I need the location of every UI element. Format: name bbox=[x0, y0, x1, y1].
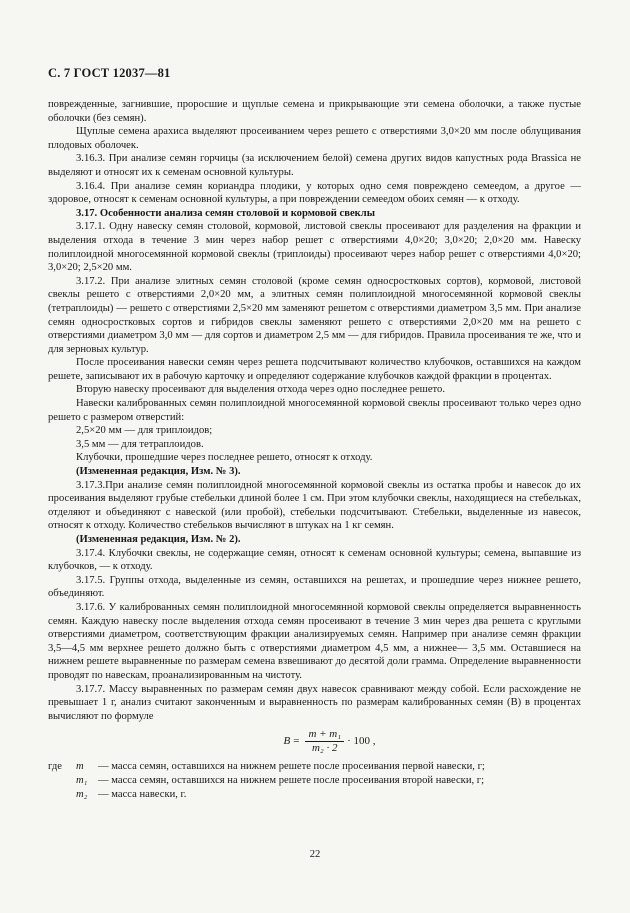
legend-symbol: m₁ bbox=[76, 774, 88, 786]
paragraph: 3,5 мм — для тетраплоидов. bbox=[76, 438, 204, 450]
paragraph: Вторую навеску просеивают для выделения отхода через одно последнее решето. bbox=[76, 384, 445, 396]
formula-numerator: m + m₁ bbox=[305, 728, 344, 742]
paragraph: 3.17. Особенности анализа семян столовой и кормовой свеклы bbox=[76, 207, 375, 219]
paragraph: Клубочки, прошедшие через последнее решето, относят к отходу. bbox=[76, 452, 373, 464]
paragraph: 3.17.4. Клубочки свеклы, не содержащие семян, относят к семенам основной культуры; семена, выпавшие из клубочков, — к отходу. bbox=[48, 547, 581, 573]
paragraph: поврежденные, загнившие, проросшие и щуплые семена и прикрывающие эти семена оболочки, а также пустые оболочки (без семян). bbox=[48, 99, 581, 124]
paragraph: 3.16.4. При анализе семян кориандра плодики, у которых одно семя повреждено семеедом, а другое — здоровое, относят к семенам основной культуры, а при повреждении семеедом обоих семян — к отходу. bbox=[48, 180, 581, 206]
formula-denominator: m₂ · 2 bbox=[311, 741, 338, 754]
paragraph: После просеивания навески семян через решета подсчитывают количество клубочков, оставшихся на каждом решете, записывают их в рабочую карточку и определяют содержание клубочков каждой фракции в процентах. bbox=[48, 357, 581, 382]
legend-symbol: m bbox=[76, 761, 84, 773]
paragraph: 3.16.3. При анализе семян горчицы (за исключением белой) семена других видов капустных рода Brassica не выделяют и относят их к семенам основной культуры. bbox=[48, 153, 581, 178]
legend-symbol: m₂ bbox=[76, 788, 88, 800]
formula-fraction bbox=[305, 728, 344, 755]
formula-factor: · 100 , bbox=[347, 734, 376, 747]
legend-row bbox=[48, 774, 581, 788]
legend-text: — масса семян, оставшихся на нижнем решете после просеивания второй навески, г; bbox=[98, 774, 485, 786]
legend-prefix bbox=[48, 774, 76, 788]
paragraph-list bbox=[48, 98, 581, 723]
formula-lhs: B bbox=[283, 734, 291, 747]
paragraph: (Измененная редакция, Изм. № 2). bbox=[76, 534, 241, 545]
legend-text: — масса навески, г. bbox=[98, 788, 187, 800]
legend-prefix: где bbox=[48, 761, 62, 773]
paragraph: 3.17.2. При анализе элитных семян столовой (кроме семян односростковых сортов), кормовой, листовой свеклы решето с отверстиями 2,0×20 мм, а элитных семян полиплоидной многосемянной кормовой свеклы (тетраплоиды) — решето с отверстиями 2,5×20 мм заменяют решетом с отверстиями диаметром 3,5 мм. При анализе семян односростковых сортов и гибридов свеклы заменяют решето с отверстиями 2,0×20 мм на решето с отверстиями диаметром 3,0 мм — для сортов и диаметром 2,5 мм — для гибридов. Правила просеивания те же, что и для зерновых культур. bbox=[48, 275, 581, 355]
paragraph: (Измененная редакция, Изм. № 3). bbox=[76, 466, 241, 478]
paragraph: 3.17.7. Массу выравненных по размерам семян двух навесок сравнивают между собой. Если расхождение не превышает 1 г, анализ считают законченным и выравненность по размерам калиброванных семян (B) в процентах вычисляют по формуле bbox=[48, 683, 581, 722]
paragraph: 3.17.1. Одну навеску семян столовой, кормовой, листовой свеклы просеивают для разделения на фракции и выделения отхода в течение 3 мин через набор решет с отверстиями 4,0×20; 3,0×20; 2,0×20 мм. Навеску полиплоидной многосемянной кормовой свеклы (триплоиды) просеивают через набор решет с отверстиями 4,0×20; 3,0×20; 2,5×20 мм. bbox=[48, 221, 581, 274]
paragraph: 3.17.3.При анализе семян полиплоидной многосемянной кормовой свеклы из остатка пробы и навесок до их просеивания выделяют грубые стебельки длиной более 1 см. При этом клубочки свеклы, находящиеся на стебельках, отделяют и объединяют с навеской (или пробой), стебельки подсчитывают. Стебельки, выделенные из навесок, относят к отходу. Количество стебельков вычисляют в штуках на 1 кг семян. bbox=[48, 479, 581, 532]
formula-equals: = bbox=[293, 734, 300, 747]
body-text bbox=[48, 98, 581, 801]
legend-prefix bbox=[48, 788, 76, 802]
paragraph: Навески калиброванных семян полиплоидной многосемянной кормовой свеклы просеивают только через одно решето с размером отверстий: bbox=[48, 398, 581, 423]
paragraph: Щуплые семена арахиса выделяют просеиванием через решето с отверстиями 3,0×20 мм после облущивания плодовых оболочек. bbox=[48, 126, 581, 151]
paragraph: 3.17.5. Группы отхода, выделенные из семян, оставшихся на решетах, и прошедшие через нижнее решето, объединяют. bbox=[48, 574, 581, 600]
page-number: 22 bbox=[309, 849, 321, 860]
legend-row bbox=[48, 788, 581, 802]
legend-row bbox=[48, 760, 581, 774]
paragraph: 3.17.6. У калиброванных семян полиплоидной многосемянной кормовой свеклы определяется выравненность семян. Каждую навеску после выделения отхода семян просеивают в течение 3 мин через два решета с круглыми отверстиями диаметром, соответствующим фракции анализируемых семян. Например при анализе семян фракции 3,5—4,5 мм верхнее решето должно быть с отверстиями диаметром 4,5 мм, а нижнее— 3,5 мм. Оставшиеся на нижнем решете выравненные по размерам семена взвешивают до десятой доли грамма. Определение выравненности проводят по навескам, проанализированным на чистоту. bbox=[48, 601, 581, 681]
formula-legend bbox=[48, 760, 581, 801]
running-header: С. 7 ГОСТ 12037—81 bbox=[48, 66, 171, 80]
legend-text: — масса семян, оставшихся на нижнем решете после просеивания первой навески, г; bbox=[98, 761, 485, 773]
paragraph: 2,5×20 мм — для триплоидов; bbox=[76, 425, 213, 437]
formula bbox=[78, 726, 581, 756]
